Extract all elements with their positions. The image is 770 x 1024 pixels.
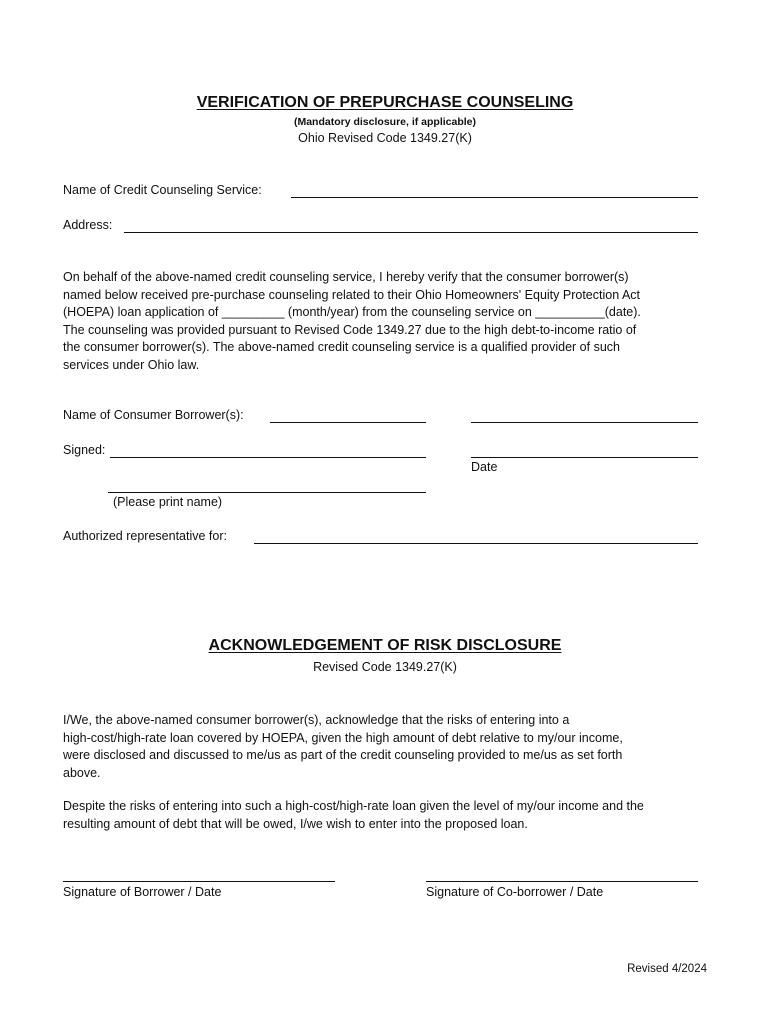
coborrower-signature-field[interactable]: [426, 881, 698, 882]
acknowledgement-code-reference: Revised Code 1349.27(K): [313, 660, 457, 674]
paragraph-line: On behalf of the above-named credit counseling service, I hereby verify that the consumer borrower(s): [63, 270, 629, 284]
form-code-reference: Ohio Revised Code 1349.27(K): [298, 131, 472, 145]
consumer-borrower-label: Name of Consumer Borrower(s):: [63, 408, 244, 422]
signed-field[interactable]: [110, 457, 426, 458]
paragraph-line: services under Ohio law.: [63, 357, 200, 372]
paragraph-line: named below received pre-purchase counseling related to their Ohio Homeowners' Equity Protection Act: [63, 287, 641, 302]
verification-paragraph: [63, 269, 723, 374]
date-label: Date: [471, 460, 498, 474]
print-name-field[interactable]: [108, 492, 426, 493]
borrower-signature-field[interactable]: [63, 881, 335, 882]
paragraph-line: were disclosed and discussed to me/us as part of the credit counseling provided to me/us as set forth: [63, 748, 623, 762]
signed-label: Signed:: [63, 443, 106, 457]
paragraph-line: above.: [63, 765, 101, 780]
acknowledgement-paragraph-2: [63, 798, 743, 833]
service-name-field[interactable]: [291, 197, 698, 198]
borrower-signature-label: Signature of Borrower / Date: [63, 885, 222, 899]
form-subtitle: (Mandatory disclosure, if applicable): [293, 116, 477, 128]
date-field[interactable]: [471, 457, 698, 458]
address-field[interactable]: [124, 232, 698, 233]
paragraph-line: the consumer borrower(s). The above-named credit counseling service is a qualified provider of such: [63, 340, 620, 354]
revision-date: Revised 4/2024: [627, 963, 707, 975]
paragraph-line: I/We, the above-named consumer borrower(s), acknowledge that the risks of entering into a: [63, 713, 570, 727]
authorized-representative-label: Authorized representative for:: [63, 529, 227, 543]
consumer-borrower-field[interactable]: [270, 422, 426, 423]
paragraph-line: (HOEPA) loan application of _________ (month/year) from the counseling service on __________(date).: [63, 305, 641, 319]
paragraph-line: resulting amount of debt that will be owed, I/we wish to enter into the proposed loan.: [63, 816, 528, 831]
paragraph-line: The counseling was provided pursuant to Revised Code 1349.27 due to the high debt-to-income ratio of: [63, 322, 637, 337]
form-title: VERIFICATION OF PREPURCHASE COUNSELING: [196, 94, 574, 111]
print-name-label: (Please print name): [113, 495, 223, 509]
consumer-borrower-field-2[interactable]: [471, 422, 698, 423]
acknowledgement-title: ACKNOWLEDGEMENT OF RISK DISCLOSURE: [208, 637, 562, 654]
acknowledgement-paragraph-1: [63, 712, 723, 782]
paragraph-line: high-cost/high-rate loan covered by HOEPA, given the high amount of debt relative to my/our income,: [63, 730, 623, 745]
authorized-representative-field[interactable]: [254, 543, 698, 544]
coborrower-signature-label: Signature of Co-borrower / Date: [426, 885, 604, 899]
service-name-label: Name of Credit Counseling Service:: [63, 183, 262, 197]
address-label: Address:: [63, 218, 113, 232]
paragraph-line: Despite the risks of entering into such a high-cost/high-rate loan given the level of my/our income and the: [63, 799, 644, 813]
